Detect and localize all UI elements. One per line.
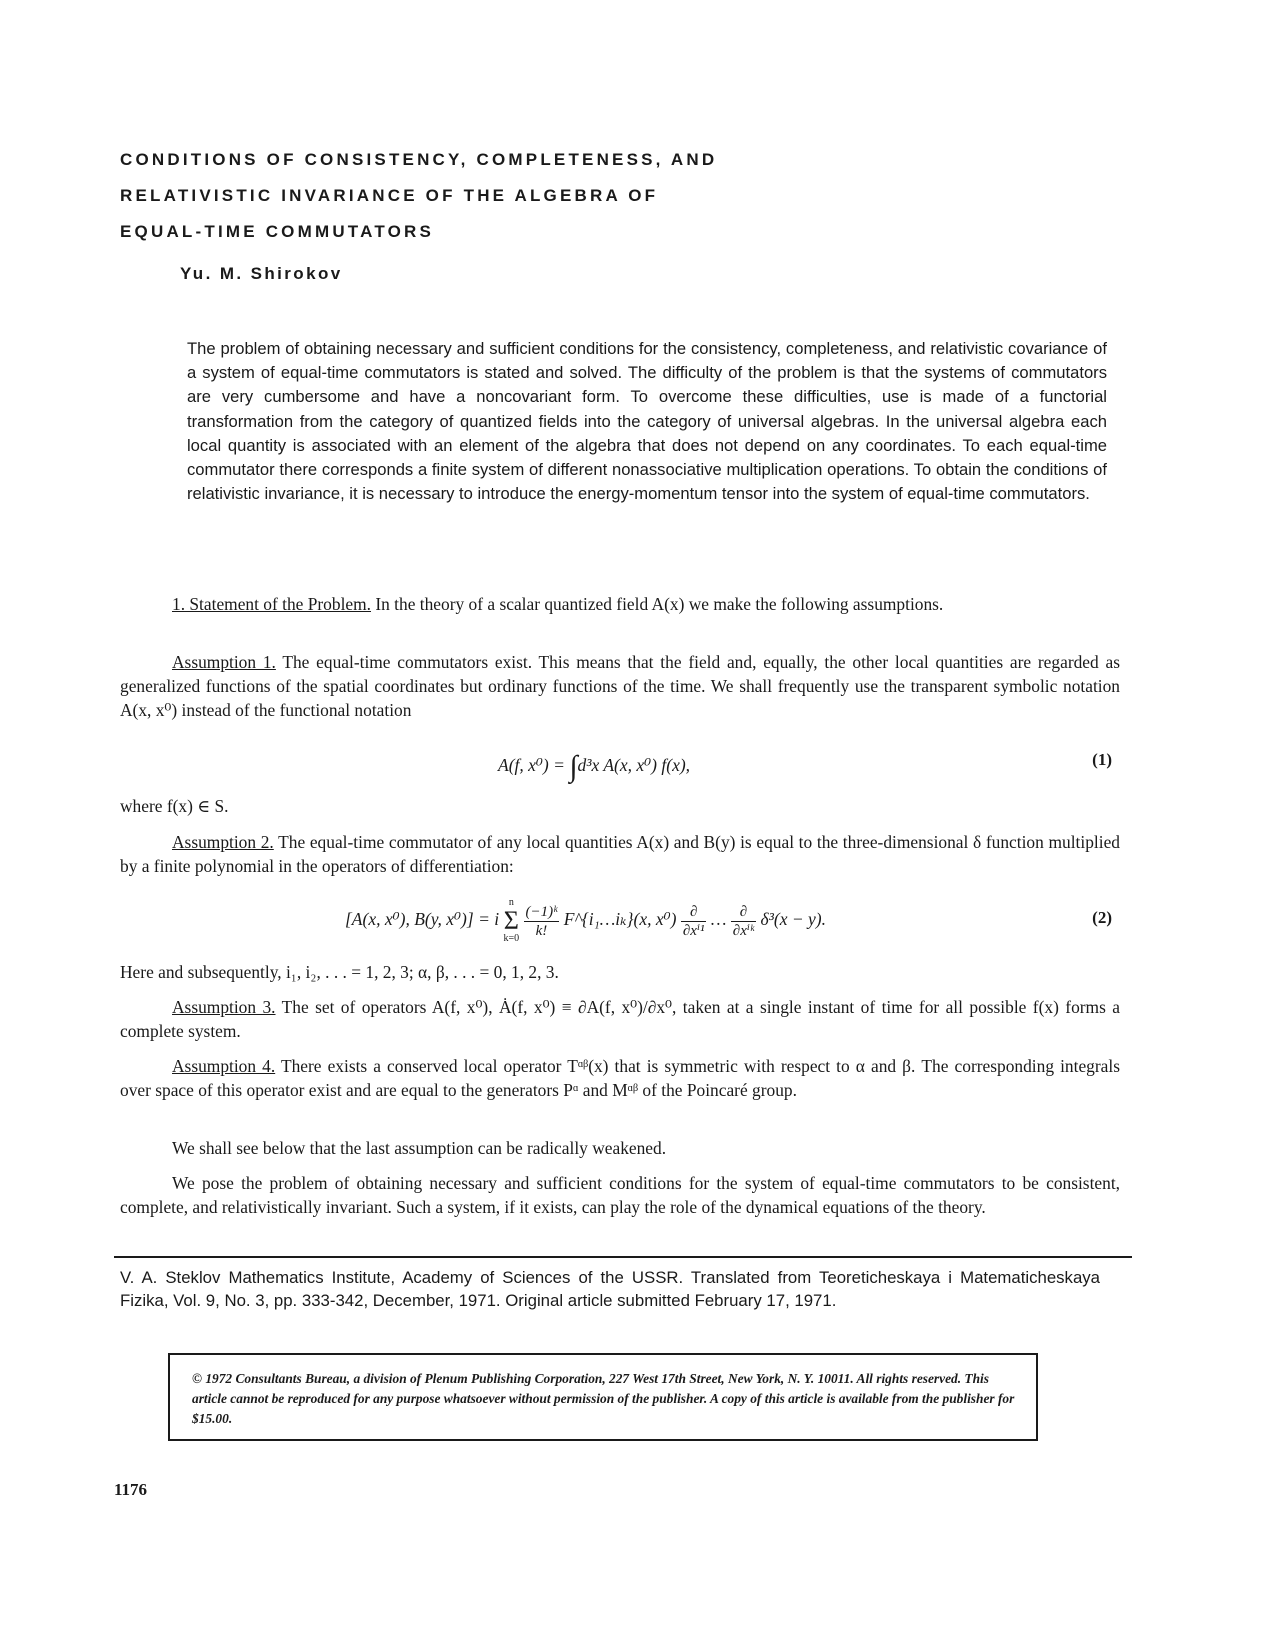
equation-expression (345, 898, 826, 944)
author-name: Yu. M. Shirokov (180, 264, 343, 283)
integral-sign: ∫ (569, 750, 578, 783)
assumption-3-paragraph (120, 995, 1120, 1043)
eq-lhs: A(f, x⁰) = (498, 755, 570, 776)
title-line: RELATIVISTIC INVARIANCE OF THE ALGEBRA OF (120, 186, 659, 205)
assumption-label: Assumption 4. (172, 1056, 276, 1076)
weaken-line: We shall see below that the last assumption can be radically weakened. (172, 1138, 667, 1158)
derivative-1: $\frac{\partial}{\text{∂xⁱ¹}}$ (682, 903, 705, 939)
assumption-1-paragraph (120, 650, 1120, 722)
where-line: where f(x) ∈ S. (120, 796, 229, 816)
assumption-text: The equal-time commutators exist. This means that the field and, equally, the other local quantities are regarded as generalized functions of the spatial coordinates but ordinary functions of the time. We shall frequently use the transparent symbolic notation A(x, x⁰) instead of the functional notation (120, 652, 1120, 720)
ellipsis: … (710, 909, 727, 930)
derivative-k: $\frac{\partial}{\text{∂xⁱᵏ}}$ (732, 903, 755, 939)
assumption-2-paragraph (120, 830, 1120, 878)
title-line: EQUAL-TIME COMMUTATORS (120, 222, 435, 241)
problem-statement-paragraph: We pose the problem of obtaining necessary and sufficient conditions for the system of equal-time commutators to be consistent, complete, and relativistically invariant. Such a system, if it exists, can play the role of the dynamical equations of the theory. (120, 1173, 1120, 1217)
assumption-label: Assumption 3. (172, 997, 276, 1017)
assumption-text: There exists a conserved local operator Tᵅᵝ(x) that is symmetric with respect to α and β. The corresponding integrals over space of this operator exist and are equal to the generators Pᵅ and Mᵅᵝ of the Poincaré group. (120, 1056, 1120, 1100)
assumption-label: Assumption 2. (172, 832, 274, 852)
equation-number: (1) (1092, 750, 1112, 769)
index-convention-line: Here and subsequently, i₁, i₂, . . . = 1, 2, 3; α, β, . . . = 0, 1, 2, 3. (120, 962, 559, 982)
abstract: The problem of obtaining necessary and sufficient conditions for the consistency, completeness, and relativistic covariance of a system of equal-time commutators is stated and solved. The difficulty of the problem is that the systems of commutators are very cumbersome and have a noncovariant form. To overcome these difficulties, use is made of a functorial transformation from the category of quantized fields into the category of universal algebras. In the universal algebra each local quantity is associated with an element of the algebra that does not depend on any coordinates. To each equal-time commutator there corresponds a finite system of different nonassociative multiplication operations. To obtain the conditions of relativistic invariance, it is necessary to introduce the energy-momentum tensor into the system of equal-time commutators. (187, 339, 1107, 504)
equation-1 (120, 750, 1120, 790)
section-text: In the theory of a scalar quantized field A(x) we make the following assumptions. (371, 594, 944, 614)
assumption-text: The set of operators A(f, x⁰), Ȧ(f, x⁰) ≡ ∂A(f, x⁰)/∂x⁰, taken at a single instant of time for all possible f(x) forms a complete system. (120, 997, 1120, 1041)
section-1-paragraph (120, 592, 1120, 616)
title-line: CONDITIONS OF CONSISTENCY, COMPLETENESS, AND (120, 150, 718, 169)
assumption-label: Assumption 1. (172, 652, 276, 672)
operator-f: F^{i₁…iₖ}(x, x⁰) (563, 909, 677, 930)
section-heading: 1. Statement of the Problem. (172, 594, 371, 614)
article-title (120, 142, 900, 250)
affiliation-footnote: V. A. Steklov Mathematics Institute, Academy of Sciences of the USSR. Translated from Teoreticheskaya i Matematicheskaya Fizika, Vol. 9, No. 3, pp. 333-342, December, 1971. Original article submitted February 17, 1971. (120, 1268, 1100, 1310)
assumption-text: The equal-time commutator of any local quantities A(x) and B(y) is equal to the three-dimensional δ function multiplied by a finite polynomial in the operators of differentiation: (120, 832, 1120, 876)
coefficient-fraction: $\frac{\text{(−1)ᵏ}}{k!}$ (525, 903, 558, 939)
equation-expression (498, 750, 690, 784)
footnote-divider (114, 1256, 1132, 1258)
copyright-text: © 1972 Consultants Bureau, a division of Plenum Publishing Corporation, 227 West 17th Street, New York, N. Y. 10011. All rights reserved. This article cannot be reproduced for any purpose whatsoever without permission of the publisher. A copy of this article is available from the publisher for $15.00. (192, 1371, 1015, 1426)
copyright-box (168, 1353, 1038, 1441)
eq-lhs: [A(x, x⁰), B(y, x⁰)] = i (345, 909, 500, 930)
delta-function: δ³(x − y). (760, 909, 826, 930)
sum-operator: n Σ k=0 (503, 897, 520, 944)
equation-2 (120, 898, 1120, 942)
eq-rhs: d³x A(x, x⁰) f(x), (577, 755, 691, 776)
assumption-4-paragraph (120, 1054, 1120, 1102)
equation-number: (2) (1092, 908, 1112, 927)
page-number: 1176 (114, 1480, 148, 1499)
